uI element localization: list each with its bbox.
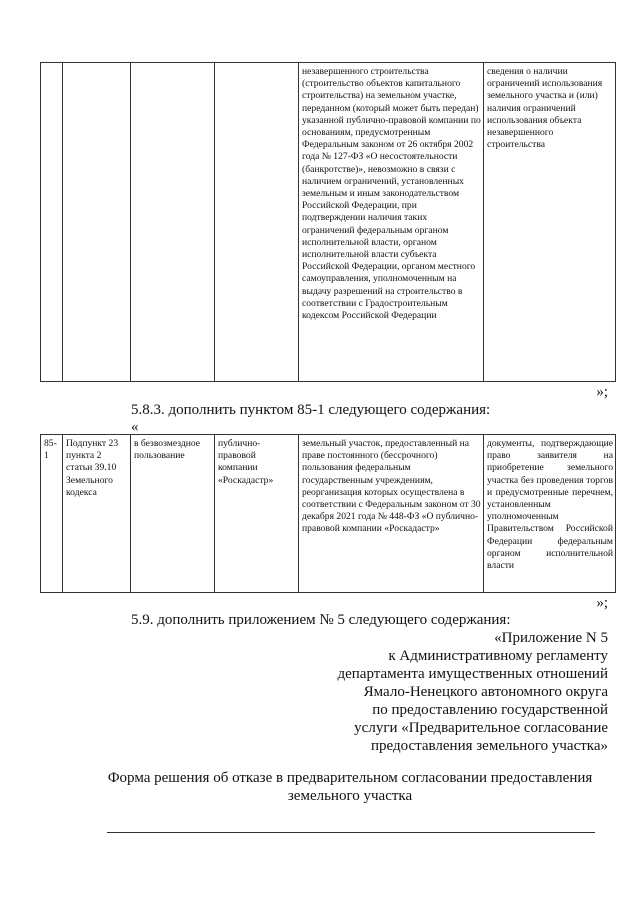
table-cell-number: 85-1 — [41, 435, 63, 593]
table-row — [41, 63, 616, 382]
table-cell-documents: сведения о наличии ограничений использования земельного участка и (или) наличия ограничений использования объекта незавершенного строительства — [484, 63, 616, 382]
paragraph-5-8-3: 5.8.3. дополнить пунктом 85-1 следующего содержания: — [131, 402, 491, 418]
appendix-line: по предоставлению государственной — [372, 702, 608, 718]
requirements-table-continued — [40, 62, 616, 382]
table-cell-land-plot: земельный участок, предоставленный на праве постоянного (бессрочного) пользования федеральным государственным учреждениям, реорганизация которых осуществлена в соответствии с Федеральным законом от 30 декабря 2021 года № 448-ФЗ «О публично-правовой компании «Роскадастр» — [299, 435, 484, 593]
appendix-line: департамента имущественных отношений — [337, 666, 608, 682]
table-row — [41, 435, 616, 593]
appendix-line: предоставления земельного участка» — [370, 738, 608, 754]
table-cell-basis: Подпункт 23 пункта 2 статьи 39.10 Земельного кодекса — [63, 435, 131, 593]
appendix-line: «Приложение N 5 — [494, 630, 608, 646]
appendix-line: услуги «Предварительное согласование — [354, 720, 608, 736]
closing-quote: »; — [596, 595, 608, 611]
form-title: Форма решения об отказе в предварительном согласовании предоставления земельного участка — [107, 770, 593, 804]
requirements-table-item-85-1 — [40, 434, 616, 593]
signature-line — [107, 832, 595, 833]
closing-quote: »; — [596, 384, 608, 400]
table-cell-right-type: в безвозмездное пользование — [131, 435, 215, 593]
paragraph-5-9: 5.9. дополнить приложением № 5 следующего содержания: — [131, 612, 511, 628]
table-cell-basis — [63, 63, 131, 382]
table-cell-applicant: публично-правовой компании «Роскадастр» — [215, 435, 299, 593]
table-cell-documents: документы, подтверждающие право заявителя на приобретение земельного участка без проведения торгов и предусмотренные перечнем, установленным уполномоченным Правительством Российской Федерации федеральным органом исполнительной власти — [484, 435, 616, 593]
table-cell-applicant — [215, 63, 299, 382]
table-cell-land-plot: незавершенного строительства (строительство объектов капитального строительства) на земельном участке, переданном (который может быть передан) указанной публично-правовой компании по основаниям, предусмотренным Федеральным законом от 26 октября 2002 года № 127-ФЗ «О несостоятельности (банкротстве)», невозможно в связи с наличием ограничений, установленных земельным и иным законодательством Российской Федерации, при подтверждении наличия таких ограничений федеральным органом исполнительной власти, органом исполнительной власти субъекта Российской Федерации, органом местного самоуправления, уполномоченным на выдачу разрешений на строительство в соответствии с Градостроительным кодексом Российской Федерации — [299, 63, 484, 382]
appendix-line: к Административному регламенту — [388, 648, 608, 664]
table-cell-right-type — [131, 63, 215, 382]
opening-quote: « — [131, 419, 139, 435]
table-cell-number — [41, 63, 63, 382]
appendix-line: Ямало-Ненецкого автономного округа — [363, 684, 608, 700]
